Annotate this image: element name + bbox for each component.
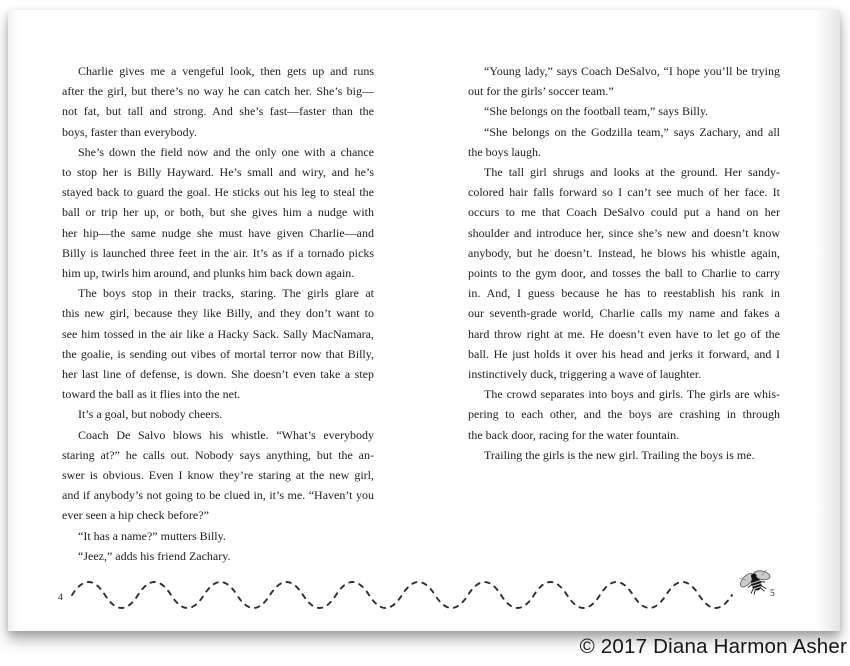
text-line: out for the girls’ soccer team.” — [468, 84, 614, 99]
paragraph — [62, 283, 374, 404]
text-line: The tall girl shrugs and looks at the ground. Her sandy- — [484, 165, 780, 180]
text-line: after the girl, but there’s no way he can catch her. She’s big— — [62, 84, 374, 99]
text-line: the back door, racing for the water fountain. — [468, 427, 680, 442]
paragraph — [468, 445, 780, 465]
paragraph — [62, 142, 374, 283]
text-line: “Jeez,” adds his friend Zachary. — [78, 548, 231, 563]
text-line: occurs to me that Coach DeSalvo could put a hand on her — [468, 205, 780, 220]
paragraph — [468, 61, 780, 101]
paragraph — [468, 162, 780, 384]
left-page-text — [62, 61, 374, 566]
text-line: ball. He just holds it over his head and jerks it forward, and I — [468, 346, 780, 361]
text-line: staring at?” he calls out. Nobody says anything, but the an- — [62, 447, 374, 462]
paragraph — [468, 101, 780, 121]
paragraph — [62, 546, 374, 566]
text-line: this new girl, because they like Billy, and they don’t want to — [62, 306, 374, 321]
text-line: “Young lady,” says Coach DeSalvo, “I hope you’ll be trying — [484, 64, 780, 78]
text-line: our seventh-grade world, Charlie calls my name and fakes a — [468, 306, 780, 321]
text-line: The crowd separates into boys and girls. The girls are whis- — [484, 387, 780, 402]
text-line: her hip—the same nudge she must have given Charlie—and — [62, 225, 374, 240]
text-line: hard throw right at me. He doesn’t even have to let go of the — [468, 326, 780, 341]
text-line: boys, faster than everybody. — [62, 124, 197, 139]
text-line: the goalie, is sending out vibes of mortal terror now that Billy, — [62, 346, 374, 361]
text-line: stayed back to guard the goal. He sticks out his leg to steal the — [62, 185, 374, 200]
text-line: anybody, but he doesn’t. Instead, he blows his whistle again, — [468, 245, 780, 260]
text-line: not fat, but tall and strong. And she’s fast—faster than the — [62, 104, 374, 119]
page-right-edge-shading — [816, 10, 840, 631]
text-line: Billy is launched three feet in the air. It’s as if a tornado picks — [62, 245, 374, 260]
text-line: to stop her is Billy Hayward. He’s small and wiry, and he’s — [62, 165, 374, 180]
text-line: colored hair falls forward so I can’t see much of her face. It — [468, 185, 780, 200]
page-left-edge-shading — [8, 10, 18, 631]
text-line: Coach De Salvo blows his whistle. “What’s everybody — [78, 427, 374, 442]
text-line: instinctively duck, triggering a wave of laughter. — [468, 367, 702, 382]
fly-icon — [738, 566, 774, 600]
left-page-number: 4 — [58, 593, 63, 603]
paragraph — [62, 404, 374, 424]
text-line: see him tossed in the air like a Hacky Sack. Sally MacNamara, — [62, 326, 374, 341]
text-line: swer is obvious. Even I know they’re staring at the new girl, — [62, 468, 374, 483]
text-line: “She belongs on the Godzilla team,” says Zachary, and all — [484, 124, 780, 139]
text-line: him up, twirls him around, and plunks him back down again. — [62, 266, 355, 281]
copyright-text: © 2017 Diana Harmon Asher — [579, 635, 847, 658]
text-line: It’s a goal, but nobody cheers. — [78, 407, 223, 422]
paragraph — [468, 384, 780, 445]
text-line: Charlie gives me a vengeful look, then gets up and runs — [78, 64, 374, 78]
text-line: in. And, I guess because he has to reestablish his rank in — [468, 286, 780, 301]
paragraph — [62, 425, 374, 526]
text-line: and if anybody’s not going to be clued in, it’s me. “Haven’t you — [62, 488, 374, 503]
text-line: points to the gym door, and tosses the ball to Charlie to carry — [468, 266, 780, 281]
text-line: pering to each other, and the boys are crashing in through — [468, 407, 780, 422]
text-line: “It has a name?” mutters Billy. — [78, 528, 226, 543]
text-line: toward the ball as it flies into the net. — [62, 387, 241, 402]
text-line: the boys laugh. — [468, 144, 541, 159]
text-line: shoulder and introduce her, since she’s new and doesn’t know — [468, 225, 780, 240]
paragraph — [468, 122, 780, 162]
right-page-text — [468, 61, 780, 465]
text-line: her last line of defense, is down. She doesn’t even take a step — [62, 367, 374, 382]
book-spread — [8, 10, 840, 631]
text-line: The boys stop in their tracks, staring. The girls glare at — [78, 286, 374, 301]
paragraph — [62, 526, 374, 546]
text-line: Trailing the girls is the new girl. Trailing the boys is me. — [484, 447, 755, 462]
wavy-dashed-line — [70, 571, 742, 619]
text-line: “She belongs on the football team,” says Billy. — [484, 104, 709, 119]
text-line: ever seen a hip check before?” — [62, 508, 209, 523]
right-page-number: 5 — [770, 589, 775, 599]
paragraph — [62, 61, 374, 142]
text-line: ball or trip her up, or both, but she gives him a nudge with — [62, 205, 374, 220]
text-line: She’s down the field now and the only one with a chance — [78, 144, 374, 159]
